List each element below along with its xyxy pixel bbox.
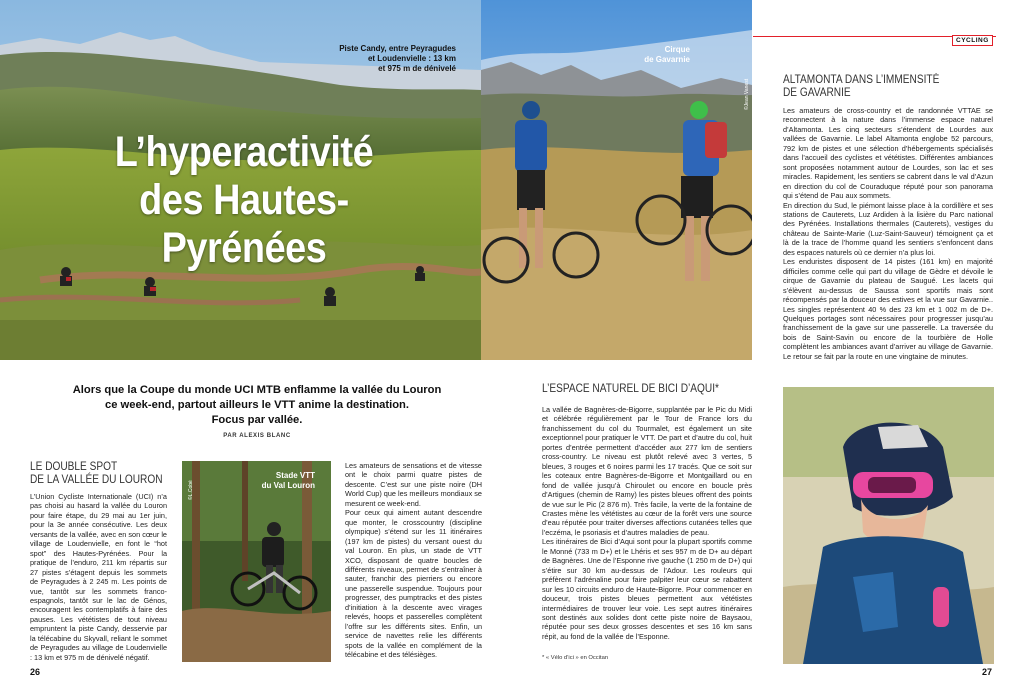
louron-body-continued: [345, 461, 482, 666]
bigorre-paragraph: La vallée de Bagnères-de-Bigorre, supplantée par le Pic du Midi et célébrée régulièrement par le Tour de France lors du franchissement du col du Tourmalet, est également un site exceptionnel pour pratiquer le VTT. De part et d’autre du col, huit portes d’entrée permettent d’accéder aux 277 km de sentiers cross-country. Le niveau est plutôt relevé avec 3 vertes, 5 bleues, 3 rouges et 6 noires parmi les 17 tracés. Que ce soit sur les coteaux entre Bagnères-de-Bigorre et Montgaillard ou en fond de vallée jusqu’à Chiroulet ou encore en boucle près d’Artigues (chemin de Ramy) les pistes bleues offrent des points de vue sur le Pic (2 876 m). Très facile, la verte de la fontaine de Crastes mène les vététistes au cœur de la forêt vers une source d’eau réputée pour traiter diverses affections cutanées telles que l’eczéma, le psoriasis et d’autres maladies de peau.: [542, 405, 752, 537]
louron-paragraph: Les amateurs de sensations et de vitesse ont le choix parmi quatre pistes de descente. C’est sur une piste noire (DH World Cup) que les meilleurs mondiaux se mesurent ce week-end.: [345, 461, 482, 508]
rubric-label: CYCLING: [952, 35, 993, 46]
gavarnie-photo-credit: ©Jean Vanest: [744, 78, 750, 110]
gavarnie-heading-line-1: ALTAMONTA DANS L’IMMENSITÉ: [783, 74, 940, 86]
louron-paragraph: L’Union Cycliste Internationale (UCI) n’a pas choisi au hasard la vallée du Louron pour faire étape, du 29 mai au 1er juin, pour la 3e année consécutive. Les deux versants de la vallée, avec en son cœur le village de Loudenvielle, en font le “hot spot” des Hautes-Pyrénées. Pour la pratique de l’enduro, 211 km répartis sur 27 pistes s’étagent depuis les sommets de Peyragudes à 2 245 m. Les points de vue, tantôt sur les sommets franco-espagnols, tantôt sur le lac de Génos, encouragent les contemplatifs à faire des pauses. Les vététistes de tout niveau empruntent la piste Candy, desservie par la télécabine du Skyvall, reliant le sommet de Peyragudes au village de Loudenvielle : 13 km et 975 m de dénivelé négatif.: [30, 492, 167, 662]
gavarnie-heading-line-2: DE GAVARNIE: [783, 87, 851, 99]
bigorre-body: [542, 405, 752, 652]
lead-line-2: ce week-end, partout ailleurs le VTT anime la destination.: [104, 399, 409, 411]
page-number-right: 27: [982, 667, 993, 677]
lead-paragraph: [72, 383, 442, 428]
gavarnie-paragraph: Les amateurs de cross-country et de randonnée VTTAE se reconnectent à la nature dans l’immense espace naturel d’Altamonta. Les cinq secteurs s’étendent de Lourdes aux vallées de Gavarnie. Le label Altamonta englobe 52 parcours, 792 km de pistes et une sélection d’hébergements spécialisés dans l’accueil des cyclistes et vététistes. Différentes ambiances sont proposées notamment autour de Lourdes, son lac et ses miracles. Rapidement, les sentiers se cabrent dans le val d’Azun en direction du col de Couraduque réputé pour son panorama qui s’étend de Pau aux sommets.: [783, 106, 993, 201]
lead-line-3: Focus par vallée.: [211, 414, 303, 426]
candy-caption-line-2: et Loudenvielle : 13 km: [367, 54, 456, 63]
gavarnie-caption: [630, 45, 690, 65]
title-line-1: L’hyperactivité: [114, 128, 374, 176]
page-number-left: 26: [30, 667, 41, 677]
gavarnie-body: [783, 106, 993, 364]
louron-caption: [255, 471, 315, 491]
byline: PAR ALEXIS BLANC: [223, 433, 291, 439]
louron-heading-line-2: DE LA VALLÉE DU LOURON: [30, 474, 163, 486]
bigorre-paragraph: Les itinéraires de Bici d’Aqui sont pour la plupart sportifs comme le Monné (733 m D+) et le Lhéris et ses 957 m de D+ au départ de Bagnères. Une de l’Esponne rive gauche (1 250 m de D+) qui s’étire sur 30 km au-dessus de l’Adour. Les rouleurs qui préfèrent l’adrénaline pour faire palpiter leur cœur se rabattent sur les 10 circuits enduro de Haute-Bigorre. Pour commencer en douceur, trois pistes bleues permettent aux vététistes intermédiaires de trouver leur voie. Les sept autres itinéraires sont destinés aux solides dont cette piste noire de Baysaou, réputée pour ses deux grosses descentes et ses 16 km sans répit, au fond de la vallée de l’Esponne.: [542, 537, 752, 641]
louron-rider-photo: [182, 461, 331, 662]
louron-caption-line-2: du Val Louron: [261, 481, 315, 490]
bigorre-footnote: * « Vélo d’ici » en Occitan: [542, 655, 609, 661]
bigorre-heading: [542, 383, 736, 396]
gavarnie-cyclists-photo: [481, 0, 752, 360]
louron-heading: [30, 461, 180, 487]
candy-caption-line-3: et 975 m de dénivelé: [378, 64, 456, 73]
rider-portrait-photo: [783, 387, 994, 664]
candy-caption: [330, 44, 456, 74]
gavarnie-caption-line-2: de Gavarnie: [644, 55, 690, 64]
louron-heading-line-1: LE DOUBLE SPOT: [30, 461, 118, 473]
lead-line-1: Alors que la Coupe du monde UCI MTB enflamme la vallée du Louron: [72, 384, 442, 396]
gavarnie-paragraph: En direction du Sud, le piémont laisse place à la cordillère et ses stations de Cauterets, Luz Ardiden à la lisière du Parc national des Pyrénées. Installations thermales (Cauterets), vestiges du château de Sainte-Marie (Luz-Saint-Sauveur) témoignent ça et là de la trace de l’homme quand les sentiers s’enfoncent dans des espaces naturels où ce dernier n’a plus loi.: [783, 200, 993, 257]
bigorre-heading-line-1: L’ESPACE NATUREL DE BICI D’AQUI*: [542, 383, 719, 395]
gavarnie-caption-line-1: Cirque: [664, 45, 690, 54]
title-line-2: des Hautes-Pyrénées: [139, 176, 349, 272]
louron-paragraph: Pour ceux qui aiment autant descendre que monter, le crosscountry (discipline olympique) s’étend sur les 11 itinéraires (197 km de pistes) du versant ouest du val Louron. En plus, un stade de VTT XCO, disposant de quatre boucles de différents niveaux, permet de s’entraîner à sauter, franchir des pierriers ou encore une passerelle suspendue. Toujours pour progresser, des pumptracks et des pistes d’initiation à la descente avec virages relevés, hoops et passerelles complètent l’offre sur les différents sites. Enfin, un service de navettes relie les différents spots de la vallée en complément de la télécabine et des télésièges.: [345, 508, 482, 660]
candy-caption-line-1: Piste Candy, entre Peyragudes: [339, 44, 456, 53]
gavarnie-paragraph: Les enduristes disposent de 14 pistes (161 km) en majorité difficiles comme celle qui part du village de Gèdre et dévoile le cirque de Gavarnie du plateau de Saugué. Les lacets qui s’élèvent au-dessus de Saussa sont sportifs mais sont récompensés par la douceur des estives et la vue sur Gavarnie.. Les singles représentent 40 % des 23 km et 1 002 m de D+. Quelques portages sont nécessaires pour progresser jusqu’au franchissement de la gave sur une passerelle. La traversée du bois de Saint-Savin ou encore de la tourbière de Holle complètent les ambiances avant d’arriver au village de Gavarnie. Le retour se fait par la route en une vingtaine de minutes.: [783, 257, 993, 361]
gavarnie-heading: [783, 74, 985, 100]
louron-caption-line-1: Stade VTT: [275, 471, 315, 480]
louron-body: [30, 492, 167, 664]
louron-photo-credit: ©L.Cobé: [188, 480, 194, 500]
page-title: [68, 128, 420, 272]
